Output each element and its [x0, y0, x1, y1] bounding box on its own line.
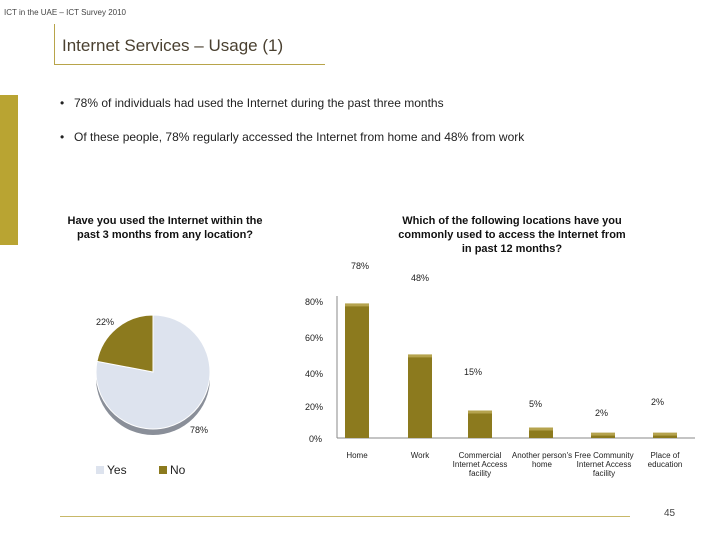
bar-label-commercial: 15%: [464, 367, 483, 377]
bar-cap-2: [468, 411, 492, 414]
bar-chart: [337, 296, 695, 438]
cat-work: Work: [410, 451, 430, 460]
legend-no-swatch: [159, 466, 167, 474]
ytick-20: 20%: [305, 402, 324, 412]
survey-source: ICT in the UAE – ICT Survey 2010: [4, 8, 126, 17]
bar-label-another: 5%: [529, 399, 543, 409]
legend-no: [159, 463, 185, 477]
slide-title: Internet Services – Usage (1): [62, 36, 284, 55]
pie-label-no: 22%: [96, 317, 115, 327]
ytick-80: 80%: [305, 297, 324, 307]
bar-2: [468, 413, 492, 439]
bar-label-free: 2%: [595, 408, 609, 418]
bar-cap-5: [653, 433, 677, 436]
bar-title: Which of the following locations have you commonly used to access the Internet from in past 12 months?: [398, 215, 626, 255]
ytick-0: 0%: [309, 434, 323, 444]
bar-cap-1: [408, 354, 432, 357]
footer-line: [60, 516, 630, 517]
bullet-dot: •: [60, 96, 65, 110]
cat-free: Free Community Internet Access facility: [574, 451, 634, 478]
pie-chart: [96, 315, 210, 435]
legend-yes-label: Yes: [107, 463, 127, 477]
legend-no-label: No: [170, 463, 186, 477]
bullet-1-text: 78% of individuals had used the Internet during the past three months: [74, 96, 444, 110]
bullet-2-text: Of these people, 78% regularly accessed the Internet from home and 48% from work: [74, 130, 525, 144]
bar-label-work: 48%: [411, 273, 430, 283]
ytick-40: 40%: [305, 369, 324, 379]
bar-label-home: 78%: [351, 261, 370, 271]
cat-commercial: Commercial Internet Access facility: [452, 451, 508, 478]
bar-label-education: 2%: [651, 397, 665, 407]
cat-home: Home: [346, 451, 368, 460]
pie-title: Have you used the Internet within the past 3 months from any location?: [67, 215, 263, 241]
legend-yes: [96, 463, 127, 477]
page-number: 45: [664, 508, 676, 519]
bullet-dot: •: [60, 130, 65, 144]
cat-another: Another person's home: [511, 451, 573, 469]
legend-yes-swatch: [96, 466, 104, 474]
bar-0: [345, 305, 369, 438]
bar-1: [408, 356, 432, 438]
ytick-60: 60%: [305, 333, 324, 343]
bar-cap-4: [591, 433, 615, 436]
pie-label-yes: 78%: [190, 425, 209, 435]
bar-cap-0: [345, 303, 369, 306]
cat-education: Place of education: [647, 451, 683, 469]
bar-cap-3: [529, 428, 553, 431]
bar-3: [529, 430, 553, 439]
